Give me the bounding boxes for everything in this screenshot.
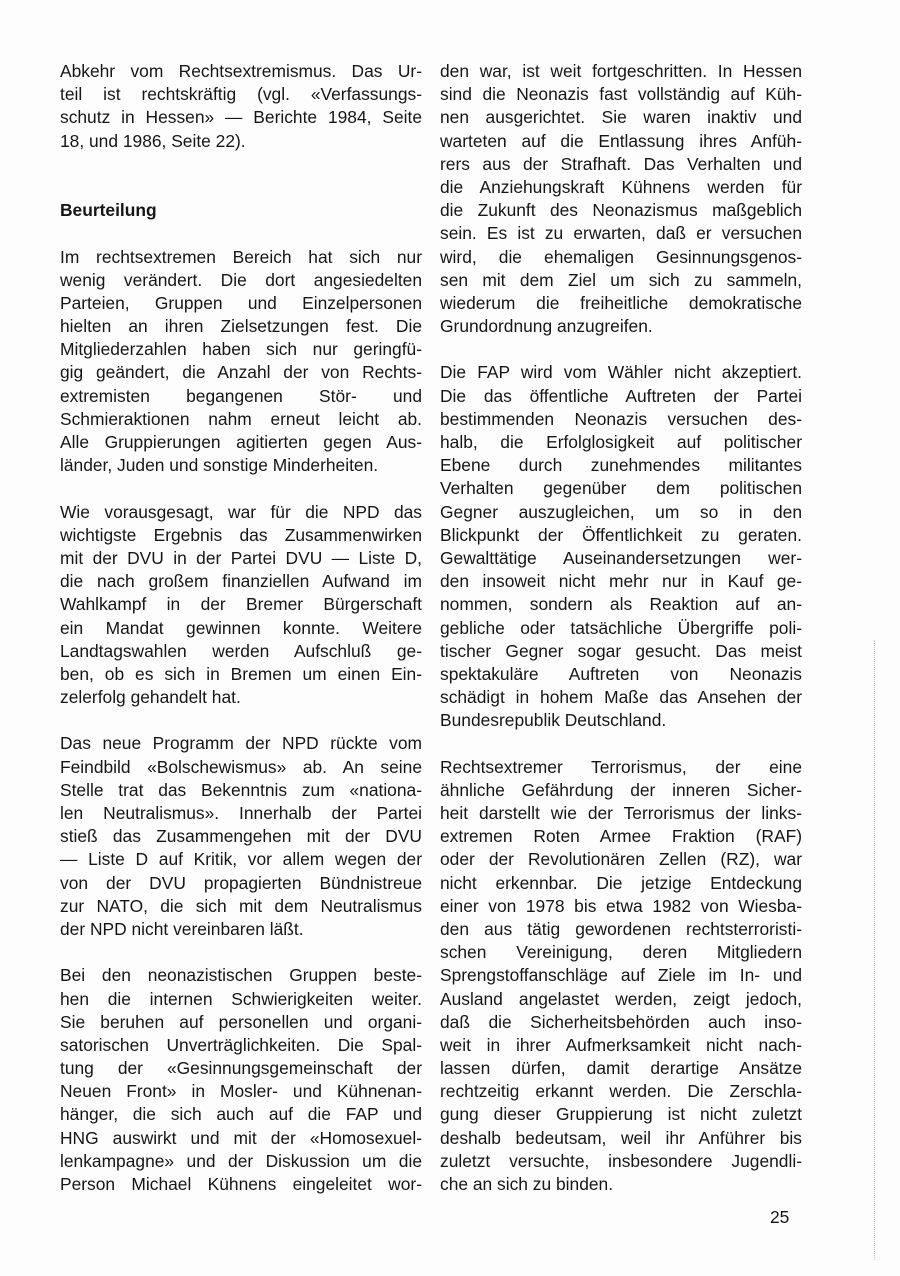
- text-line: Die FAP wird vom Wähler nicht akzeptiert.: [440, 362, 802, 383]
- text-line: nicht erkennbar. Die jetzige Entdeckung: [440, 872, 802, 893]
- text-line: extremen Roten Armee Fraktion (RAF): [440, 826, 802, 847]
- text-line: che an sich zu binden.: [440, 1174, 614, 1194]
- text-line: — Liste D auf Kritik, vor allem wegen der: [60, 849, 422, 870]
- text-line: Grundordnung anzugreifen.: [440, 316, 653, 337]
- text-line: Person Michael Kühnens eingeleitet wor-: [60, 1174, 422, 1195]
- text-line: gig geändert, die Anzahl der von Rechts-: [60, 362, 422, 383]
- text-line: schädigt in hohem Maße das Ansehen der: [440, 687, 802, 708]
- text-line: nen ausgerichtet. Sie waren inaktiv und: [440, 107, 802, 128]
- text-line: schutz in Hessen» — Berichte 1984, Seite: [60, 107, 422, 128]
- text-line: den insoweit nicht mehr nur in Kauf ge-: [440, 571, 802, 592]
- page-number: 25: [770, 1207, 790, 1227]
- text-line: Neuen Front» in Mosler- und Kühnenan-: [60, 1081, 422, 1102]
- text-line: zuletzt versuchte, insbesondere Jugendli-: [440, 1150, 802, 1171]
- text-line: weit in ihrer Aufmerksamkeit nicht nach-: [440, 1034, 802, 1055]
- text-line: Wie vorausgesagt, war für die NPD das: [60, 501, 422, 522]
- text-line: HNG auswirkt und mit der «Homosexuel-: [60, 1127, 422, 1148]
- text-line: Im rechtsextremen Bereich hat sich nur: [60, 246, 422, 267]
- text-line: Abkehr vom Rechtsextremismus. Das Ur-: [60, 61, 422, 81]
- text-line: Bundesrepublik Deutschland.: [440, 710, 667, 731]
- text-line: Gegner auszugleichen, um so in den: [440, 501, 802, 522]
- text-line: sind die Neonazis fast vollständig auf Küh-: [440, 84, 802, 105]
- text-line: lenkampagne» und der Diskussion um die: [60, 1150, 422, 1171]
- text-line: die Zukunft des Neonazismus maßgeblich: [440, 200, 802, 221]
- text-line: Rechtsextremer Terrorismus, der eine: [440, 756, 802, 777]
- text-line: die nach großem finanziellen Aufwand im: [60, 571, 422, 592]
- text-line: wiederum die freiheitliche demokratische: [440, 292, 802, 313]
- text-line: wenig verändert. Die dort angesiedelten: [60, 269, 422, 290]
- text-line: Landtagswahlen werden Aufschluß ge-: [60, 640, 422, 661]
- text-line: Gewalttätige Auseinandersetzungen wer-: [440, 547, 802, 568]
- text-line: hielten an ihren Zielsetzungen fest. Die: [60, 316, 422, 337]
- text-line: Die das öffentliche Auftreten der Partei: [440, 385, 802, 406]
- section-heading: Beurteilung: [60, 200, 157, 221]
- paragraph-neonazi-groups: [60, 964, 422, 1196]
- text-line: gebliche oder tatsächliche Übergriffe poli-: [440, 617, 802, 638]
- text-line: Das neue Programm der NPD rückte vom: [60, 733, 422, 754]
- text-line: länder, Juden und sonstige Minderheiten.: [60, 455, 379, 476]
- text-line: teil ist rechtskräftig (vgl. «Verfassungs-: [60, 84, 422, 105]
- text-line: Ausland angelastet werden, zeigt jedoch,: [440, 988, 802, 1009]
- text-line: Ebene durch zunehmendes militantes: [440, 455, 802, 476]
- text-line: Bei den neonazistischen Gruppen beste-: [60, 965, 422, 986]
- text-line: zur NATO, die sich mit dem Neutralismus: [60, 895, 422, 916]
- text-line: Feindbild «Bolschewismus» ab. An seine: [60, 756, 422, 777]
- text-line: zelerfolg gehandelt hat.: [60, 687, 241, 708]
- text-line: Verhalten gegenüber dem politischen: [440, 478, 802, 499]
- text-line: die Anziehungskraft Kühnens werden für: [440, 176, 802, 197]
- text-line: ein Mandat gewinnen konnte. Weitere: [60, 617, 422, 638]
- text-line: Mitgliederzahlen haben sich nur geringfü-: [60, 339, 422, 360]
- text-line: lassen dürfen, damit derartige Ansätze: [440, 1058, 802, 1079]
- text-line: von der DVU propagierten Bündnistreue: [60, 872, 422, 893]
- text-line: Sprengstoffanschläge auf Ziele im In- und: [440, 965, 802, 986]
- paragraph-npd-program: [60, 732, 422, 941]
- text-line: sein. Es ist zu erwarten, daß er versuchen: [440, 223, 802, 244]
- text-line: schen Vereinigung, deren Mitgliedern: [440, 942, 802, 963]
- text-line: gung dieser Gruppierung ist nicht zuletzt: [440, 1104, 802, 1125]
- text-line: der NPD nicht vereinbaren läßt.: [60, 918, 304, 939]
- text-line: einer von 1978 bis etwa 1982 von Wiesba-: [440, 895, 802, 916]
- text-line: hänger, die sich auch auf die FAP und: [60, 1104, 422, 1125]
- paragraph-npd-dvu: [60, 501, 422, 710]
- text-line: Blickpunkt der Öffentlichkeit zu geraten.: [440, 524, 802, 545]
- paragraph-fap: [440, 361, 802, 732]
- text-line: sen mit dem Ziel um sich zu sammeln,: [440, 269, 802, 290]
- paragraph-terrorism: [440, 756, 802, 1197]
- text-line: oder der Revolutionären Zellen (RZ), war: [440, 849, 802, 870]
- text-line: tischer Gegner sogar gesucht. Das meist: [440, 640, 802, 661]
- text-line: den aus tätig gewordenen rechtsterroristi-: [440, 918, 802, 939]
- scan-margin-artifact: [874, 640, 876, 1260]
- text-line: len Neutralismus». Innerhalb der Partei: [60, 803, 422, 824]
- text-line: halb, die Erfolglosigkeit auf politischer: [440, 432, 802, 452]
- text-line: rechtzeitig erkannt werden. Die Zerschla-: [440, 1081, 802, 1102]
- text-line: Parteien, Gruppen und Einzelpersonen: [60, 292, 422, 313]
- text-line: tung der «Gesinnungsgemeinschaft der: [60, 1058, 422, 1079]
- text-line: ähnliche Gefährdung der inneren Sicher-: [440, 779, 802, 800]
- text-line: warteten auf die Entlassung ihres Anfüh-: [440, 130, 802, 151]
- text-line: Wahlkampf in der Bremer Bürgerschaft: [60, 594, 422, 615]
- paragraph-assessment: [60, 246, 422, 478]
- text-line: ben, ob es sich in Bremen um einen Ein-: [60, 663, 422, 684]
- text-line: nommen, sondern als Reaktion auf an-: [440, 594, 802, 615]
- paragraph-hessen: [440, 60, 802, 338]
- text-line: Schmieraktionen nahm erneut leicht ab.: [60, 408, 422, 429]
- text-line: den war, ist weit fortgeschritten. In Hessen: [440, 61, 802, 81]
- text-line: deshalb bedeutsam, weil ihr Anführer bis: [440, 1127, 802, 1148]
- text-line: mit der DVU in der Partei DVU — Liste D,: [60, 547, 422, 568]
- text-line: extremisten begangenen Stör- und: [60, 385, 422, 406]
- left-column: [60, 60, 422, 1196]
- text-line: bestimmenden Neonazis versuchen des-: [440, 408, 802, 429]
- text-line: rers aus der Strafhaft. Das Verhalten und: [440, 153, 802, 174]
- text-line: heit darstellt wie der Terrorismus der links-: [440, 803, 802, 823]
- text-line: stieß das Zusammengehen mit der DVU: [60, 826, 422, 847]
- right-column: [440, 60, 802, 1196]
- text-line: Stelle trat das Bekenntnis zum «nationa-: [60, 779, 422, 800]
- paragraph-intro: [60, 60, 422, 153]
- text-line: spektakuläre Auftreten von Neonazis: [440, 663, 802, 684]
- text-line: 18, und 1986, Seite 22).: [60, 130, 246, 151]
- text-line: wichtigste Ergebnis das Zusammenwirken: [60, 524, 422, 545]
- text-line: Sie beruhen auf personellen und organi-: [60, 1011, 422, 1032]
- text-line: wird, die ehemaligen Gesinnungsgenos-: [440, 246, 802, 267]
- text-line: Alle Gruppierungen agitierten gegen Aus-: [60, 432, 422, 453]
- text-line: daß die Sicherheitsbehörden auch inso-: [440, 1011, 802, 1032]
- text-line: hen die internen Schwierigkeiten weiter.: [60, 988, 422, 1009]
- text-line: satorischen Unverträglichkeiten. Die Spal-: [60, 1034, 422, 1055]
